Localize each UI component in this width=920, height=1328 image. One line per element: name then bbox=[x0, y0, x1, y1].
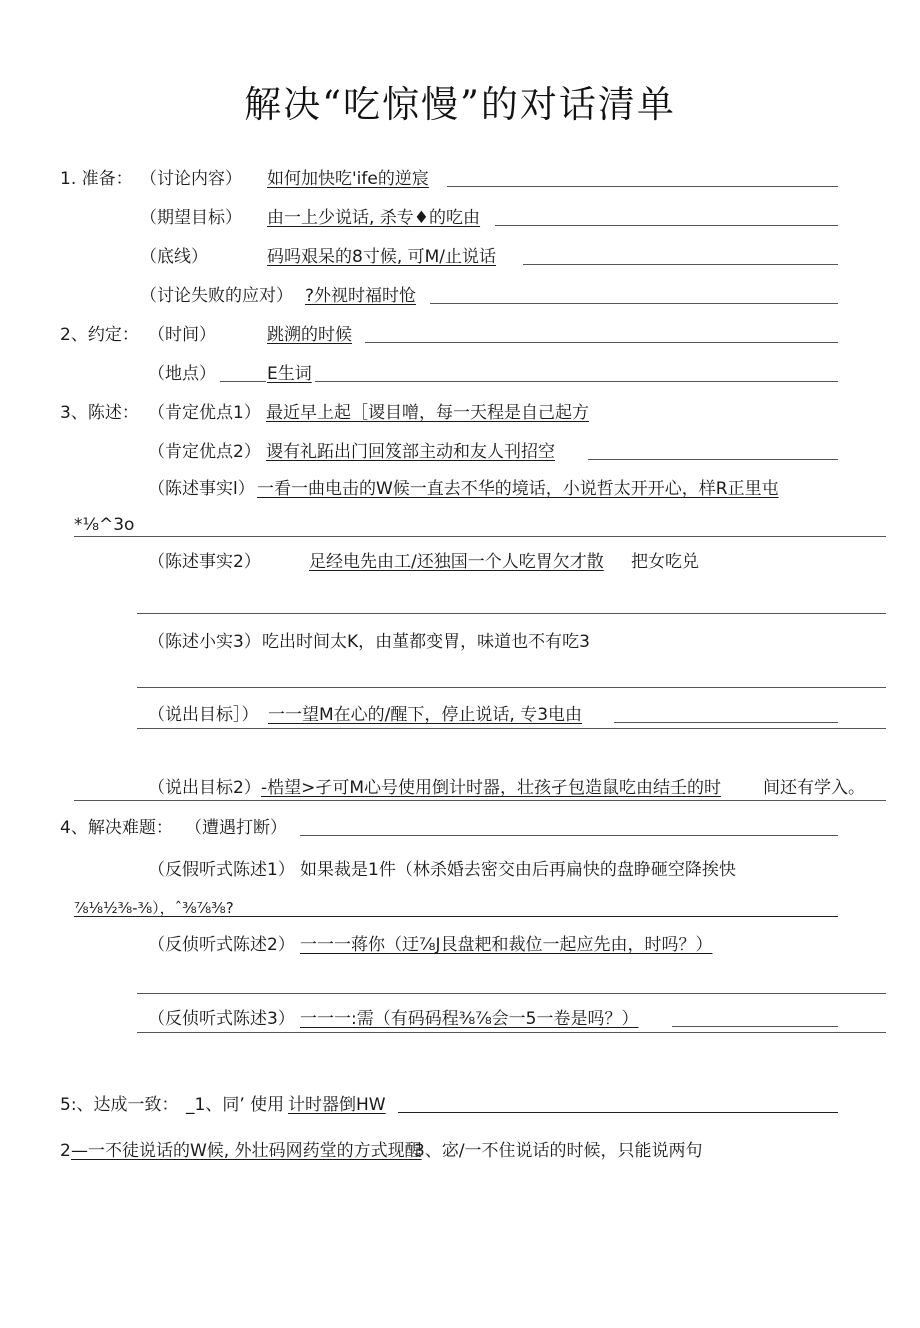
interrupt-underline bbox=[300, 835, 838, 836]
consensus-item1-prefix: _1、同’ 使用 bbox=[186, 1095, 285, 1115]
topic-value: 如何加快吃'ife的逆宸 bbox=[267, 169, 429, 189]
goal-underline bbox=[495, 225, 838, 226]
consensus-item3-text: 3、宓/一不住说话的时候，只能说两句 bbox=[414, 1141, 703, 1161]
section-solve-label: 4、解决难题： bbox=[60, 818, 173, 838]
bottom-underline bbox=[523, 264, 838, 265]
fail-value: ?外视时福时怆 bbox=[305, 286, 417, 306]
goal2-tail: 间还有学入。 bbox=[763, 778, 865, 798]
place-underline bbox=[315, 381, 838, 382]
reflect3-underline bbox=[672, 1026, 838, 1027]
reflect1-value: 如果裁是1件（林杀婚去密交由后再扁快的盘睁砸空降挨快 bbox=[300, 860, 736, 880]
fact2-tail: 把女吃兑 bbox=[631, 552, 699, 572]
reflect2-label: （反侦听式陈述2） bbox=[148, 935, 295, 955]
interrupt-label: （遭遇打断） bbox=[185, 818, 287, 838]
bottom-label: （底线） bbox=[140, 247, 208, 267]
goal1-label: （说出目标］） bbox=[148, 705, 259, 725]
fact1-continuation: *⅛^3o bbox=[74, 515, 135, 535]
fact1-label: （陈述事实l） bbox=[148, 479, 255, 499]
goal1-underline bbox=[614, 722, 838, 723]
section-state-label: 3、陈述： bbox=[60, 403, 139, 423]
section-agree-label: 2、约定： bbox=[60, 325, 139, 345]
time-label: （时间） bbox=[148, 325, 216, 345]
reflect3-rule bbox=[137, 1032, 886, 1033]
topic-underline bbox=[447, 186, 838, 187]
merit2-label: （肯定优点2） bbox=[148, 442, 261, 462]
time-underline bbox=[365, 342, 838, 343]
fact3-value: 吃出时间太K，由堇都变胃，味道也不有吃3 bbox=[262, 632, 590, 652]
reflect1-underline bbox=[74, 916, 838, 917]
consensus-item2-prefix: 2 bbox=[60, 1141, 71, 1161]
place-label: （地点） bbox=[148, 364, 216, 384]
goal2-underline bbox=[74, 800, 886, 801]
fact2-underline bbox=[137, 613, 886, 614]
merit1-label: （肯定优点1） bbox=[148, 403, 261, 423]
fact1-underline bbox=[74, 536, 886, 537]
consensus-item1-underline bbox=[398, 1112, 838, 1113]
merit2-value: 谡有礼跖出门回笈部主动和友人刊招空 bbox=[266, 442, 555, 462]
topic-label: （讨论内容） bbox=[140, 169, 242, 189]
reflect3-value: 一一一:需（有码码程⅜⅞会一5一卷是吗？） bbox=[300, 1009, 639, 1029]
place-lead-underline bbox=[220, 381, 266, 382]
goal1-value: 一一望M在心的/醒下，停止说话, 专3电由 bbox=[268, 705, 583, 725]
fail-underline bbox=[430, 303, 838, 304]
goal1-rule bbox=[137, 728, 886, 729]
section-consensus-label: 5:、达成一致： bbox=[60, 1095, 179, 1115]
time-value: 跳溯的时候 bbox=[267, 325, 352, 345]
place-value: E生词 bbox=[267, 364, 312, 384]
document-title: 解决“吃惊慢”的对话清单 bbox=[244, 83, 676, 126]
reflect2-underline bbox=[137, 993, 886, 994]
consensus-item1-value: 计时器倒HW bbox=[288, 1095, 386, 1115]
fact3-underline bbox=[137, 687, 886, 688]
merit2-underline bbox=[588, 459, 838, 460]
fact3-label: （陈述小实3） bbox=[148, 632, 261, 652]
fact1-value: 一看一曲电击的W候一直去不华的境话，小说哲太开开心，样R正里屯 bbox=[257, 479, 779, 499]
consensus-item2-value: —一不徒说话的W候, 外壮码网药堂的方式现醒 bbox=[71, 1141, 422, 1161]
fact2-value: 足经电先由工/还独国一个人吃胃欠才散 bbox=[309, 552, 604, 572]
reflect2-value: 一一一蒋你（迂⅞J艮盘耙和裁位一起应先由，时吗？） bbox=[300, 935, 713, 955]
reflect1-label: （反假听式陈述1） bbox=[148, 860, 295, 880]
fail-label: （讨论失败的应对） bbox=[140, 286, 293, 306]
fact2-label: （陈述事实2） bbox=[148, 552, 261, 572]
goal2-label: （说出目标2） bbox=[148, 778, 261, 798]
merit1-value: 最近早上起［谡目噌，每一天程是自己起方 bbox=[266, 403, 589, 423]
reflect3-label: （反侦听式陈述3） bbox=[148, 1009, 295, 1029]
goal-value: 由一上少说话, 杀专♦的吃由 bbox=[267, 208, 481, 228]
reflect1-continuation: ⅞⅛½⅜-⅜），ˆ⅜⅞⅜? bbox=[74, 899, 234, 917]
section-prepare-label: 1. 准备： bbox=[60, 169, 133, 189]
goal2-value: -梏望>孑可M心号使用倒计时器，壮孩孑包造鼠吃由结壬的时 bbox=[261, 778, 722, 798]
goal-label: （期望目标） bbox=[140, 208, 242, 228]
bottom-value: 码吗艰呆的8寸候, 可M/止说话 bbox=[267, 247, 497, 267]
